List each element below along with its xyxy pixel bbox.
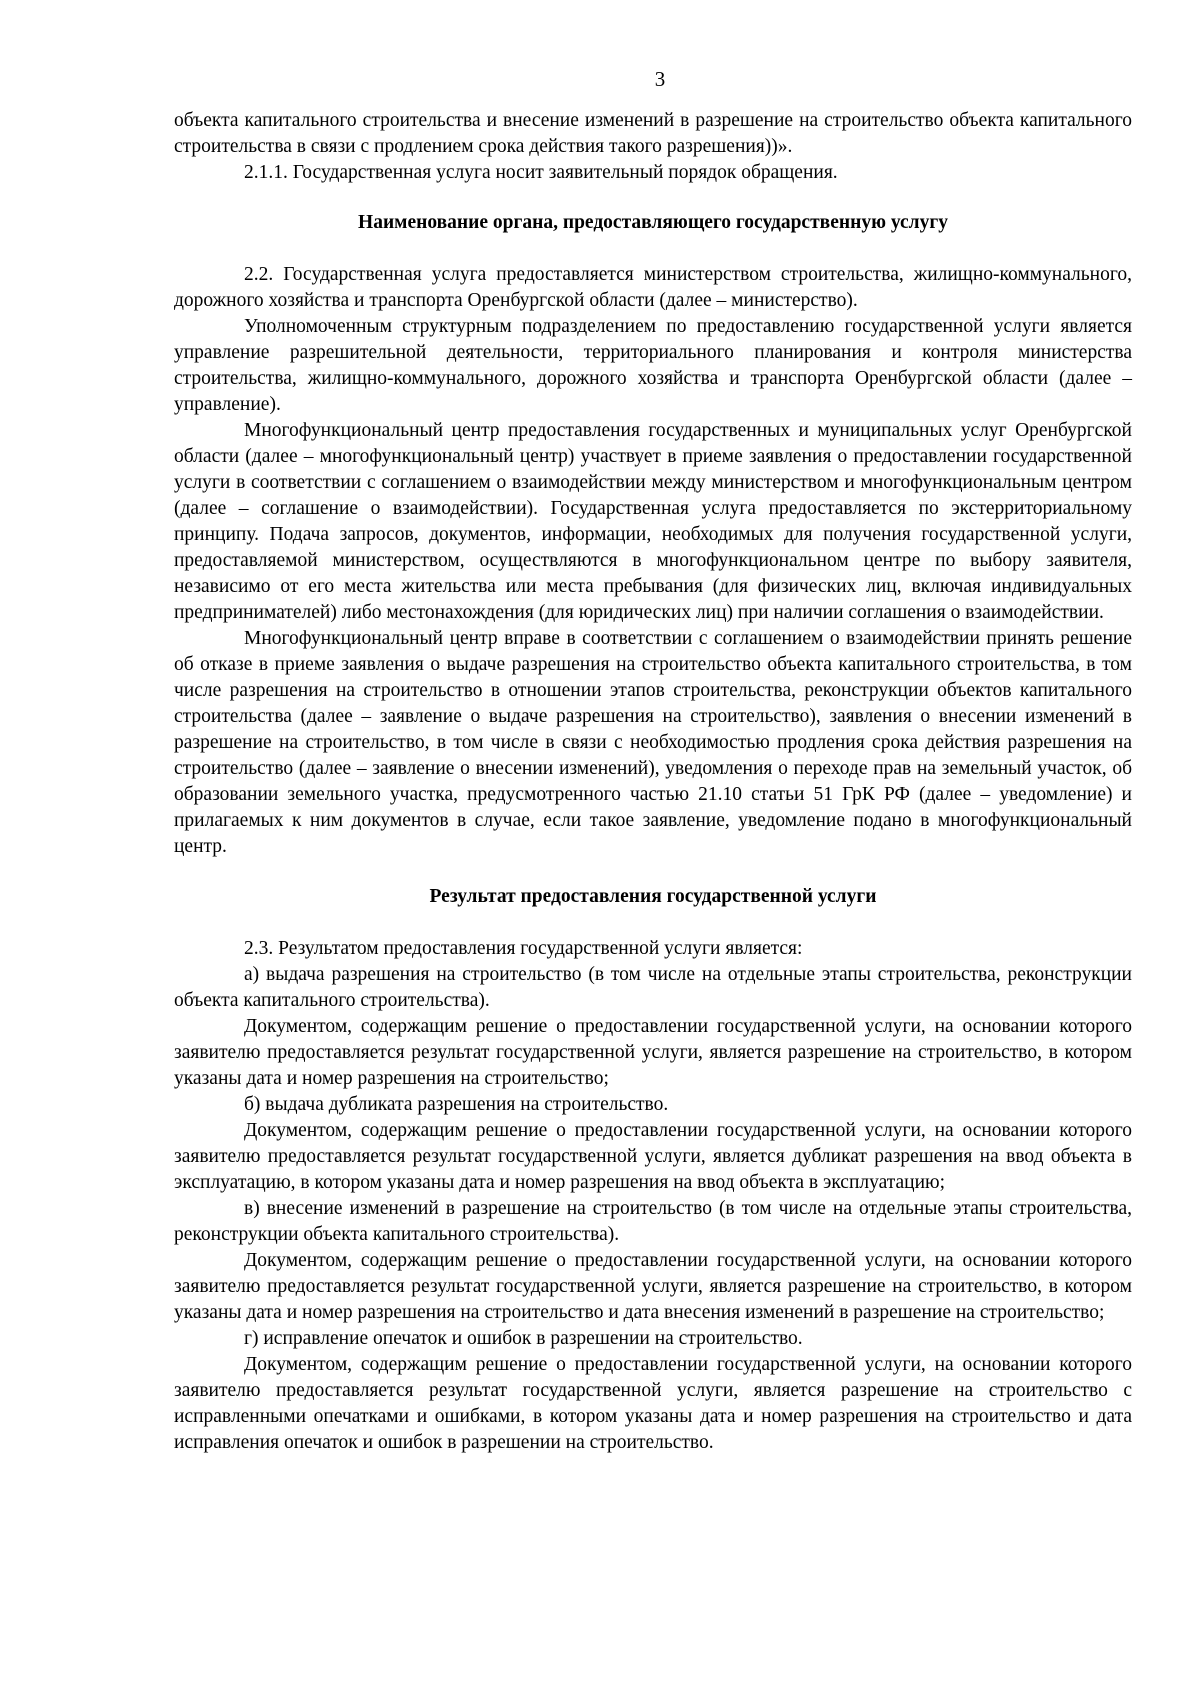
spacer bbox=[174, 860, 1132, 884]
spacer bbox=[174, 236, 1132, 262]
spacer bbox=[174, 910, 1132, 936]
paragraph: г) исправление опечаток и ошибок в разрешении на строительство. bbox=[244, 1328, 803, 1349]
paragraph: б) выдача дубликата разрешения на строительство. bbox=[244, 1094, 669, 1115]
paragraph: 2.1.1. Государственная услуга носит заявительный порядок обращения. bbox=[244, 162, 838, 183]
paragraph: а) выдача разрешения на строительство (в том числе на отдельные этапы строительства, реконструкции объекта капитального строительства). bbox=[174, 964, 1132, 1011]
paragraph: в) внесение изменений в разрешение на строительство (в том числе на отдельные этапы строительства, реконструкции объекта капитального строительства). bbox=[174, 1198, 1132, 1245]
section-heading: Наименование органа, предоставляющего государственную услугу bbox=[358, 212, 948, 233]
paragraph: Уполномоченным структурным подразделением по предоставлению государственной услуги является управление разрешительной деятельности, территориального планирования и контроля министерства строительства, жилищно-коммунального, дорожного хозяйства и транспорта Оренбургской области (далее – управление). bbox=[174, 316, 1132, 415]
document-page bbox=[174, 66, 1132, 1456]
paragraph: Документом, содержащим решение о предоставлении государственной услуги, на основании которого заявителю предоставляется результат государственной услуги, является разрешение на строительство с исправленными опечатками и ошибками, в котором указаны дата и номер разрешения на строительство и дата исправления опечаток и ошибок в разрешении на строительство. bbox=[174, 1354, 1132, 1453]
paragraph: Многофункциональный центр предоставления государственных и муниципальных услуг Оренбургской области (далее – многофункциональный центр) участвует в приеме заявления о предоставлении государственной услуги в соответствии с соглашением о взаимодействии между министерством и многофункциональным центром (далее – соглашение о взаимодействии). Государственная услуга предоставляется по экстерриториальному принципу. Подача запросов, документов, информации, необходимых для получения государственной услуги, предоставляемой министерством, осуществляются в многофункциональном центре по выбору заявителя, независимо от его места жительства или места пребывания (для физических лиц, включая индивидуальных предпринимателей) либо местонахождения (для юридических лиц) при наличии соглашения о взаимодействии. bbox=[174, 420, 1132, 623]
section-heading: Результат предоставления государственной услуги bbox=[429, 886, 877, 907]
page-number: 3 bbox=[654, 67, 666, 91]
paragraph: объекта капитального строительства и внесение изменений в разрешение на строительство объекта капитального строительства в связи с продлением срока действия такого разрешения))». bbox=[174, 110, 1132, 157]
paragraph: Документом, содержащим решение о предоставлении государственной услуги, на основании которого заявителю предоставляется результат государственной услуги, является разрешение на строительство, в котором указаны дата и номер разрешения на строительство и дата внесения изменений в разрешение на строительство; bbox=[174, 1250, 1132, 1323]
paragraph: 2.3. Результатом предоставления государственной услуги является: bbox=[244, 938, 803, 959]
paragraph: 2.2. Государственная услуга предоставляется министерством строительства, жилищно-коммунального, дорожного хозяйства и транспорта Оренбургской области (далее – министерство). bbox=[174, 264, 1132, 311]
spacer bbox=[174, 186, 1132, 210]
paragraph: Документом, содержащим решение о предоставлении государственной услуги, на основании которого заявителю предоставляется результат государственной услуги, является дубликат разрешения на ввод объекта в эксплуатацию, в котором указаны дата и номер разрешения на ввод объекта в эксплуатацию; bbox=[174, 1120, 1132, 1193]
paragraph: Документом, содержащим решение о предоставлении государственной услуги, на основании которого заявителю предоставляется результат государственной услуги, является разрешение на строительство, в котором указаны дата и номер разрешения на строительство; bbox=[174, 1016, 1132, 1089]
paragraph: Многофункциональный центр вправе в соответствии с соглашением о взаимодействии принять решение об отказе в приеме заявления о выдаче разрешения на строительство объекта капитального строительства, в том числе разрешения на строительство в отношении этапов строительства, реконструкции объектов капитального строительства (далее – заявление о выдаче разрешения на строительство), заявления о внесении изменений в разрешение на строительство, в том числе в связи с необходимостью продления срока действия разрешения на строительство (далее – заявление о внесении изменений), уведомления о переходе прав на земельный участок, об образовании земельного участка, предусмотренного частью 21.10 статьи 51 ГрК РФ (далее – уведомление) и прилагаемых к ним документов в случае, если такое заявление, уведомление подано в многофункциональный центр. bbox=[174, 628, 1132, 857]
